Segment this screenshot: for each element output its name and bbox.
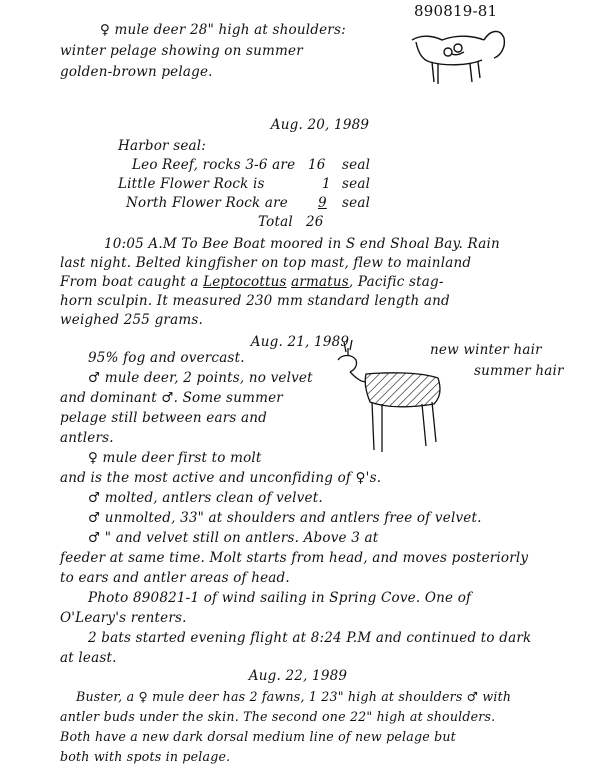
entry3-line10: ♂ " and velvet still on antlers. Above 3 at xyxy=(88,530,379,546)
fish-genus: Leptocottus xyxy=(203,274,287,290)
entry3-line15: 2 bats started evening flight at 8:24 P.M and continued to dark xyxy=(88,630,532,646)
entry4-line1: Buster, a ♀ mule deer has 2 fawns, 1 23" high at shoulders ♂ with xyxy=(76,689,512,704)
seal-title: Harbor seal: xyxy=(118,138,207,154)
seal-row-2-unit: seal xyxy=(342,176,371,192)
entry1-line3: golden-brown pelage. xyxy=(60,64,213,80)
entry2-date: Aug. 20, 1989 xyxy=(270,117,370,133)
seal-row-1-place: Leo Reef, rocks 3-6 are xyxy=(132,157,296,173)
entry3-line7: and is the most active and unconfiding of ♀'s. xyxy=(60,470,382,486)
entry1-line1: ♀ mule deer 28" high at shoulders: xyxy=(100,22,346,38)
page-id: 890819-81 xyxy=(414,2,498,20)
entry3-date: Aug. 21, 1989 xyxy=(250,334,350,350)
entry2-para-line3 xyxy=(60,274,444,290)
sketch-label-summer-hair: summer hair xyxy=(474,363,564,379)
entry3-line11: feeder at same time. Molt starts from head, and moves posteriorly xyxy=(60,550,529,566)
entry3-line9: ♂ unmolted, 33" at shoulders and antlers free of velvet. xyxy=(88,510,482,526)
entry3-line12: to ears and antler areas of head. xyxy=(60,570,290,586)
entry3-line14: O'Leary's renters. xyxy=(60,610,187,626)
seal-total-label: Total xyxy=(258,214,293,230)
seal-row-1-unit: seal xyxy=(342,157,371,173)
entry3-line4: pelage still between ears and xyxy=(60,410,267,426)
fish-species: armatus xyxy=(291,274,349,290)
entry3-line3: and dominant ♂. Some summer xyxy=(60,390,283,406)
entry2-para-line2: last night. Belted kingfisher on top mast, flew to mainland xyxy=(60,255,472,271)
seal-total-value: 26 xyxy=(306,214,324,230)
deer-sketch-1 xyxy=(408,22,518,92)
entry3-line6: ♀ mule deer first to molt xyxy=(88,450,262,466)
entry2-para-line4: horn sculpin. It measured 230 mm standard length and xyxy=(60,293,450,309)
entry2-para-line5: weighed 255 grams. xyxy=(60,312,203,328)
entry3-line5: antlers. xyxy=(60,430,114,446)
entry4-line2: antler buds under the skin. The second one 22" high at shoulders. xyxy=(60,709,496,724)
entry3-line8: ♂ molted, antlers clean of velvet. xyxy=(88,490,323,506)
fish-post: , Pacific stag- xyxy=(348,274,444,290)
seal-row-1-count: 16 xyxy=(308,157,326,173)
seal-row-3-unit: seal xyxy=(342,195,371,211)
seal-row-3-count: 9 xyxy=(318,195,327,211)
seal-row-2-place: Little Flower Rock is xyxy=(118,176,265,192)
seal-row-2-count: 1 xyxy=(322,176,331,192)
entry1-line2: winter pelage showing on summer xyxy=(60,43,303,59)
entry4-line3: Both have a new dark dorsal medium line of new pelage but xyxy=(60,729,456,744)
entry4-date: Aug. 22, 1989 xyxy=(248,668,348,684)
entry3-line1: 95% fog and overcast. xyxy=(88,350,245,366)
entry3-line13: Photo 890821-1 of wind sailing in Spring Cove. One of xyxy=(88,590,472,606)
entry4-line4: both with spots in pelage. xyxy=(60,749,231,764)
seal-row-3-place: North Flower Rock are xyxy=(126,195,288,211)
sketch-label-new-winter-hair: new winter hair xyxy=(430,342,542,358)
entry3-line16: at least. xyxy=(60,650,117,666)
fish-pre: From boat caught a xyxy=(60,274,204,290)
entry3-line2: ♂ mule deer, 2 points, no velvet xyxy=(88,370,313,386)
entry2-para-line1: 10:05 A.M To Bee Boat moored in S end Shoal Bay. Rain xyxy=(104,236,500,252)
